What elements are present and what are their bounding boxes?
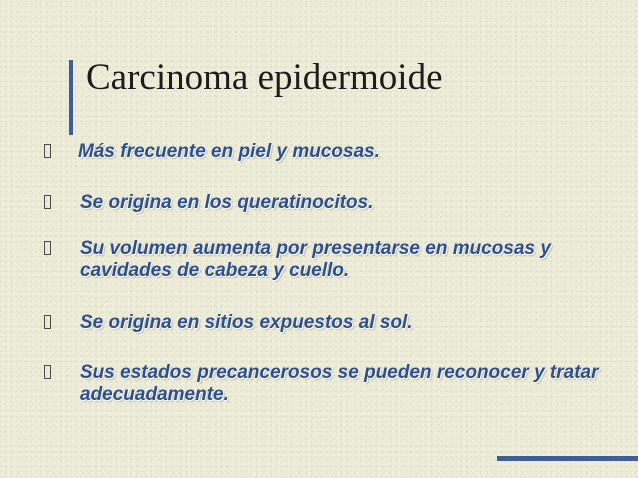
bullet-marker-icon — [44, 195, 51, 209]
bullet-text: Su volumen aumenta por presentarse en mucosas y cavidades de cabeza y cuello. — [80, 238, 551, 281]
bullet-text: Más frecuente en piel y mucosas. — [78, 141, 381, 162]
bullet-marker-icon — [44, 315, 51, 329]
bullet-text: Sus estados precancerosos se pueden reconocer y tratar adecuadamente. — [80, 362, 599, 405]
footer-accent-rule — [497, 456, 638, 461]
bullet-marker-icon — [44, 241, 51, 255]
bullet-text: Se origina en sitios expuestos al sol. — [80, 312, 413, 333]
title-accent-rule — [69, 60, 73, 135]
slide-title: Carcinoma epidermoide — [86, 57, 443, 98]
bullet-marker-icon — [44, 144, 51, 158]
bullet-marker-icon — [44, 365, 51, 379]
bullet-text: Se origina en los queratinocitos. — [80, 192, 374, 213]
